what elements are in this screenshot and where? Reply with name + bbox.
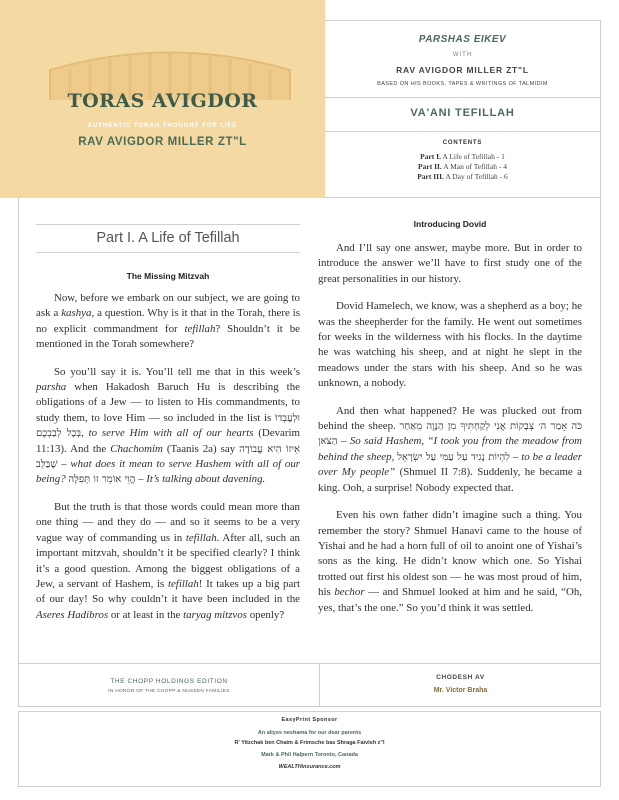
sponsor-line: R' Yitzchak ben Chaim & Frimsche bas Shraga Faivish z"l [234, 740, 385, 746]
text-run: Dovid Hamelech, we know, was a shepherd as a boy; he was the sheepherder for the family. He went out sometimes for weeks in the wilderness with his flocks. In the daytime he was watching his sheep, and at night he slept in the meadows under the stars with his sheep. And so he was unknown, a nobody. [318, 300, 582, 390]
text-run: – [337, 435, 350, 448]
italic-text: kashya [61, 307, 92, 320]
edition-name: THE CHOPP HOLDINGS EDITION [110, 678, 228, 685]
italic-text: tefillah [167, 577, 199, 590]
text-run: Now, before we embark on our subject, we are going to ask a [36, 292, 300, 320]
edition-dedication: IN HONOR OF THE CHOPP & NUSSEN FAMILIES [108, 689, 230, 694]
hebrew-quote: לִהְיוֹת נָגִיד עַל עַמִּי עַל יִשְׂרָאֵל [397, 451, 510, 463]
toc-item[interactable]: Part III. A Day of Tefillah - 6 [417, 172, 508, 181]
italic-text: what does it mean to serve Hashem with all of our being? [36, 458, 301, 486]
paragraph [318, 508, 582, 616]
italic-text: bechor [334, 586, 365, 599]
divider [325, 97, 600, 98]
table-of-contents [325, 152, 600, 182]
italic-text: taryag mitzvos [183, 608, 247, 621]
column-right [318, 219, 582, 616]
month-label: CHODESH AV [436, 674, 485, 681]
text-run: (Devarim 11:13). And the [36, 427, 301, 455]
part-title: Part I. A Life of Tefillah [96, 230, 240, 246]
hebrew-quote: הֱוֵי אוֹמֵר זוֹ תְּפִלָּה [68, 474, 136, 486]
section-heading: The Missing Mitzvah [126, 271, 210, 281]
sponsor-line: An aliyes neshama for our dear parents [257, 730, 362, 736]
page-frame-right [600, 198, 601, 706]
text-run: – [57, 458, 71, 471]
page-footer [18, 663, 601, 707]
italic-text: to serve Him with all of our hearts [88, 427, 254, 440]
divider [319, 664, 320, 706]
text-run: So you’ll say it is. You’ll tell me that in this week’s [54, 365, 300, 378]
divider [325, 131, 600, 132]
topic-title: VA'ANI TEFILLAH [410, 107, 515, 119]
paragraph [318, 299, 582, 391]
paragraph [318, 241, 582, 287]
publication-title: TORAS AVIGDOR [67, 90, 258, 112]
text-run: , a question. Why is it that in the Torah, there is no explicit commandment for [36, 307, 300, 335]
paragraph [36, 500, 300, 623]
italic-text: parsha [36, 381, 67, 394]
column-left [36, 224, 300, 623]
italic-text: to be a leader over My people” [318, 450, 582, 479]
text-run: — and Shmuel looked at him and he said, “Oh, yes, that’s the one.” So you’d think it was settled. [318, 586, 582, 614]
text-run: – [509, 450, 522, 463]
rav-name: RAV AVIGDOR MILLER ZT"L [396, 65, 529, 75]
paragraph [36, 365, 300, 488]
hebrew-quote: אֵיזוֹ הִיא עֲבוֹדָה שֶׁבַּלֵּב [36, 443, 300, 471]
text-run: or at least in the [108, 608, 184, 621]
italic-text: It’s talking about davening. [146, 473, 266, 486]
text-run: – [135, 473, 147, 486]
text-run: openly? [246, 608, 285, 621]
section-heading: Introducing Dovid [413, 219, 487, 229]
page-frame-left [18, 198, 19, 706]
text-run: But the truth is that those words could mean more than one thing — and they do — and so it seems to be a very vague way of commanding us in [36, 500, 300, 544]
sponsor-website-link[interactable]: WEALTHinsurance.com [278, 764, 341, 770]
text-run: , [81, 427, 89, 440]
issue-info-box [325, 20, 601, 198]
publication-author: RAV AVIGDOR MILLER ZT"L [78, 136, 247, 148]
italic-text: tefillah [185, 531, 217, 544]
sponsor-box [18, 711, 601, 787]
italic-text: Aseres Hadibros [36, 608, 109, 621]
text-run: (Shmuel II 7:8). Suddenly, he became a king. Ooh, a surprise! Nobody expected that. [318, 466, 582, 494]
divider [36, 252, 300, 253]
month-sponsor: Mr. Victor Braha [433, 687, 488, 694]
parsha-name: PARSHAS EIKEV [418, 34, 507, 45]
with-label: WITH [452, 52, 473, 58]
text-run: . After all, such an important mitzvah, shouldn’t it be specified clearly? I think it’s a good question. Among the biggest obligations of a Jew, a servant of Hashem, is [36, 531, 300, 590]
sponsor-title: EasyPrint Sponsor [281, 717, 338, 723]
text-run: when Hakadosh Baruch Hu is describing the obligations of a Jew — to listen to His commandments, to study them, to love Him — so included in the list is [36, 381, 300, 424]
italic-text: Chachomim [110, 442, 163, 455]
paragraph [318, 404, 582, 496]
based-on-note: BASED ON HIS BOOKS, TAPES & WRITINGS OF TALMIDIM [377, 81, 548, 87]
sponsor-line: Mark & Phil Halpern Toronto, Canada [261, 752, 358, 758]
text-run: Even his own father didn’t imagine such a thing. You remember the story? Shmuel Hanavi came to the house of Yishai and he had a horn full of oil to anoint one of Yishai’s sons as the king. He didn’t know which one. So Yishai trotted out first his oldest son — he was most proud of him, his [318, 509, 582, 599]
masthead-banner [0, 0, 325, 198]
contents-label: CONTENTS [442, 140, 483, 146]
italic-text: So said Hashem, “I took you from the meadow from behind the sheep, [318, 435, 583, 463]
toc-item[interactable]: Part II. A Man of Tefillah - 4 [418, 162, 507, 171]
text-run: And then what happened? He was plucked out from behind the sheep. [318, 404, 582, 433]
hebrew-quote: כֹּה אָמַר ה׳ צְבָקוֹת אֲנִי לְקַחְתִּיךָ מִן הַנָּוֶה מֵאַחַר הַצֹּאן [318, 421, 582, 448]
text-run: ? Shouldn’t it be mentioned in the Torah somewhere? [36, 322, 300, 351]
text-run: And I’ll say one answer, maybe more. But in order to introduce the answer we’ll have to first study one of the great personalities in our history. [318, 242, 582, 285]
paragraph [36, 291, 300, 353]
text-run: ! It takes up a big part of our day! So why couldn’t it have been included in the [36, 577, 300, 606]
text-run: (Taanis 2a) say [162, 442, 240, 455]
hebrew-quote: וּלְעָבְדוֹ בְּכָל לְבַבְכֶם [36, 412, 300, 440]
italic-text: tefillah [184, 322, 216, 335]
publication-tagline: AUTHENTIC TORAH THOUGHT FOR LIFE [87, 123, 238, 129]
toc-item[interactable]: Part I. A Life of Tefillah - 1 [420, 152, 505, 161]
